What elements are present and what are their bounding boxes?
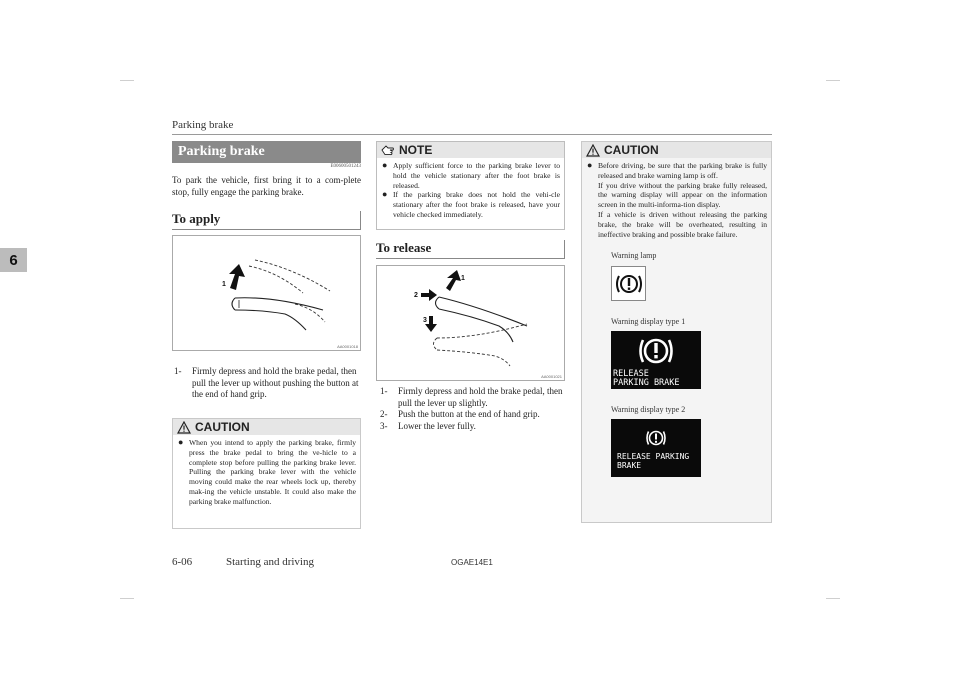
caution-header xyxy=(582,142,771,158)
note-bullet: ● Apply sufficient force to the parking brake lever to hold the vehicle stationary after the foot brake is released. xyxy=(382,160,560,190)
step-number: 1- xyxy=(174,366,182,376)
bullet-circle-icon: ● xyxy=(178,437,184,447)
warning-lamp-image xyxy=(611,266,646,301)
brake-warning-lamp-icon xyxy=(645,428,667,448)
apply-steps xyxy=(174,366,361,401)
step-item: 2- Push the button at the end of hand grip. xyxy=(380,409,540,419)
warning-lamp-label: Warning lamp xyxy=(611,251,657,261)
warning-display-1-label: Warning display type 1 xyxy=(611,317,686,327)
display-2-text: RELEASE PARKING BRAKE xyxy=(617,452,690,471)
step-item xyxy=(174,366,361,401)
section-title-bar: Parking brake xyxy=(172,141,361,163)
crop-mark xyxy=(826,598,840,599)
bullet-circle-icon: ● xyxy=(587,160,593,170)
bullet-circle-icon: ● xyxy=(382,189,388,200)
caution-header xyxy=(173,419,360,435)
warning-triangle-icon xyxy=(586,144,600,157)
bullet-circle-icon: ● xyxy=(382,160,388,170)
note-header xyxy=(377,142,564,158)
crop-mark xyxy=(826,80,840,81)
apply-heading: To apply xyxy=(172,211,361,230)
intro-paragraph: To park the vehicle, first bring it to a com-plete stop, fully engage the parking brake. xyxy=(172,175,361,197)
page-number: 6-06 xyxy=(172,556,193,568)
caution-label: CAUTION xyxy=(195,420,250,434)
caution-bullet: ● Before driving, be sure that the parking brake is fully released and brake warning lamp is off. If you drive without the parking brake fully released, the warning display will appear on the information screen in the multi-informa-tion display. If a vehicle is driven without releasing the parking brake, the brake will be overheated, resulting in ineffective braking and possible brake failure. xyxy=(587,160,767,239)
release-steps xyxy=(380,386,566,432)
note-bullet: ● If the parking brake does not hold the vehi-cle stationary after the foot brake is released, have your vehicle checked immediately. xyxy=(382,189,560,219)
warning-display-type-1 xyxy=(611,331,701,389)
callout-1: 1 xyxy=(461,275,465,282)
callout-3: 3 xyxy=(423,317,427,324)
footer-section: Starting and driving xyxy=(226,556,314,568)
caution-box-apply xyxy=(172,418,361,529)
footer-code: OGAE14E1 xyxy=(451,558,493,567)
crop-mark xyxy=(120,598,134,599)
chapter-tab: 6 xyxy=(0,248,27,272)
lever-release-drawing xyxy=(377,266,564,380)
header-rule xyxy=(172,134,772,135)
crop-mark xyxy=(120,80,134,81)
note-hand-icon xyxy=(381,144,395,156)
display-1-text: RELEASE PARKING BRAKE xyxy=(613,369,680,388)
callout-1: 1 xyxy=(222,281,226,288)
running-header-title: Parking brake xyxy=(172,119,234,131)
warning-display-2-label: Warning display type 2 xyxy=(611,405,686,415)
step-item: 3- Lower the lever fully. xyxy=(380,420,476,431)
figure-code: AA0001021 xyxy=(541,374,562,379)
note-box xyxy=(376,141,565,230)
note-label: NOTE xyxy=(399,143,433,157)
release-heading: To release xyxy=(376,240,565,259)
warning-triangle-icon xyxy=(177,421,191,434)
brake-warning-lamp-icon xyxy=(614,271,644,297)
section-code: E00600501243 xyxy=(330,164,361,169)
apply-illustration xyxy=(172,235,361,351)
callout-2: 2 xyxy=(414,292,418,299)
step-text: Firmly depress and hold the brake pedal, then pull the lever up without pushing the button at the end of hand grip. xyxy=(192,366,359,399)
caution-bullet: ● When you intend to apply the parking brake, firmly press the brake pedal to bring the ve-hicle to a complete stop before pulling the parking brake lever. Pulling the parking brake lever with the vehicle moving could make the rear wheels lock up, thereby mak-ing the vehicle unstable. It could also make the parking brake malfunction. xyxy=(178,437,356,506)
figure-code: AA0001018 xyxy=(337,344,358,349)
lever-apply-drawing xyxy=(173,236,360,350)
release-illustration xyxy=(376,265,565,381)
warning-display-type-2 xyxy=(611,419,701,477)
brake-warning-lamp-icon xyxy=(636,334,676,368)
caution-box-release xyxy=(581,141,772,523)
step-item: 1- Firmly depress and hold the brake pedal, then pull the lever up slightly. xyxy=(380,386,563,408)
caution-label: CAUTION xyxy=(604,143,659,157)
